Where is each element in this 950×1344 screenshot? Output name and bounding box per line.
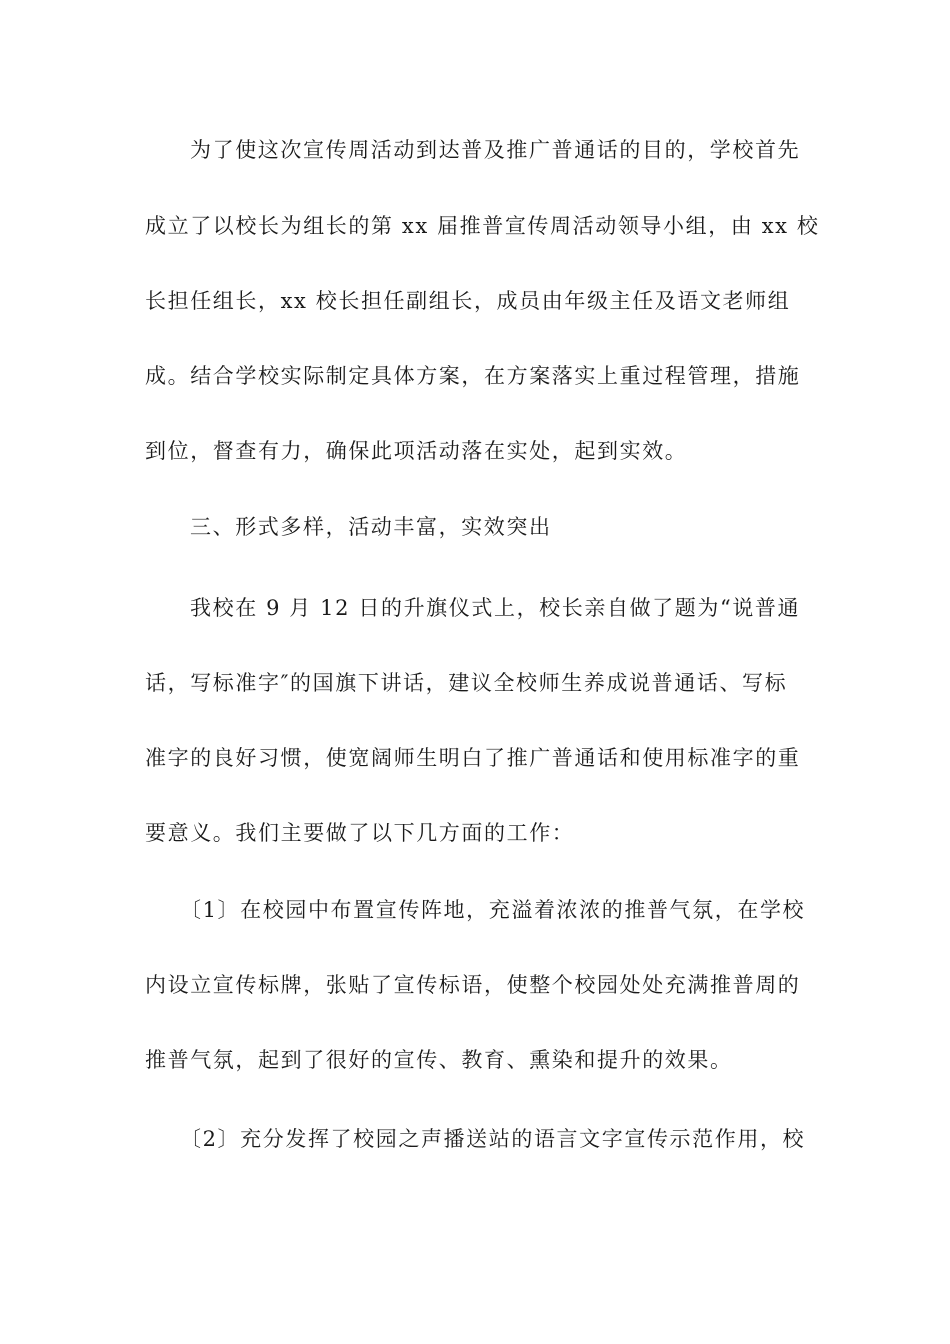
paragraph-2-line-2: 话，写标准字″的国旗下讲话，建议全校师生养成说普通话、写标 (145, 671, 788, 695)
section-heading: 三、形式多样，活动丰富，实效突出 (190, 515, 552, 539)
paragraph-2-line-3: 准字的良好习惯，使宽阔师生明白了推广普通话和使用标准字的重 (145, 746, 801, 770)
paragraph-1-line-3: 长担任组长，xx 校长担任副组长，成员由年级主任及语文老师组 (145, 289, 791, 313)
paragraph-3-line-2: 内设立宣传标牌，张贴了宣传标语，使整个校园处处充满推普周的 (145, 973, 801, 997)
paragraph-1-line-5: 到位，督查有力，确保此项活动落在实处，起到实效。 (145, 439, 688, 463)
paragraph-2-line-4: 要意义。我们主要做了以下几方面的工作： (145, 821, 575, 845)
paragraph-1-line-2: 成立了以校长为组长的第 xx 届推普宣传周活动领导小组，由 xx 校 (145, 214, 820, 238)
paragraph-2-line-1: 我校在 9 月 12 日的升旗仪式上，校长亲自做了题为“说普通 (190, 596, 801, 620)
paragraph-3-line-1: 〔1〕在校园中布置宣传阵地，充溢着浓浓的推普气氛，在学校 (180, 898, 806, 922)
paragraph-1-line-1: 为了使这次宣传周活动到达普及推广普通话的目的，学校首先 (190, 138, 801, 162)
paragraph-3-line-3: 推普气氛，起到了很好的宣传、教育、熏染和提升的效果。 (145, 1048, 733, 1072)
paragraph-4-line-1: 〔2〕充分发挥了校园之声播送站的语言文字宣传示范作用，校 (180, 1127, 806, 1151)
paragraph-1-line-4: 成。结合学校实际制定具体方案，在方案落实上重过程管理，措施 (145, 364, 801, 388)
